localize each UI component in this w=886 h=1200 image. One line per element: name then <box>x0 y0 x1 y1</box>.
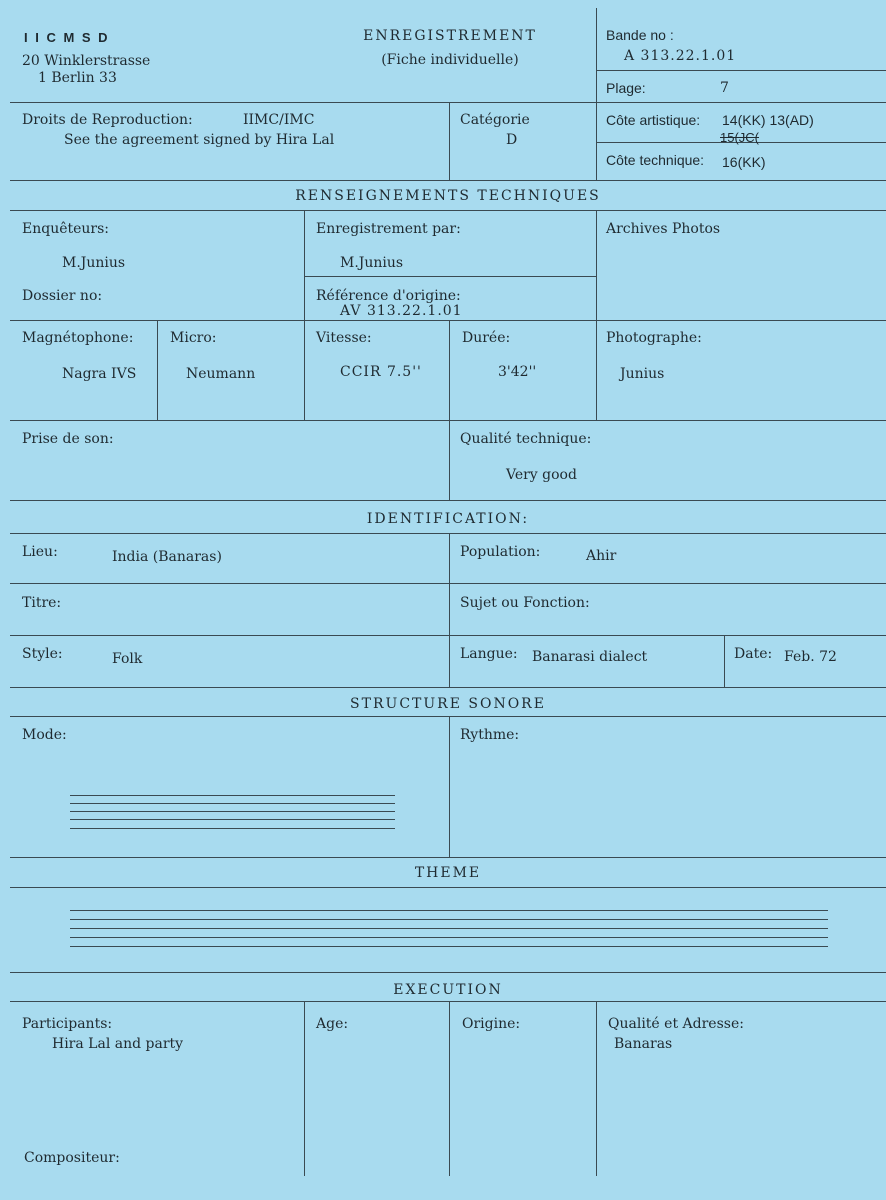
qualite-value: Very good <box>506 467 577 483</box>
rule <box>596 210 597 420</box>
staff-line <box>70 937 828 938</box>
section-title-technical: RENSEIGNEMENTS TECHNIQUES <box>295 188 601 204</box>
cote-technique-label: Côte technique: <box>606 152 705 168</box>
bande-value: A 313.22.1.01 <box>624 48 737 64</box>
cote-artistique-label: Côte artistique: <box>606 112 701 128</box>
section-title-structure: STRUCTURE SONORE <box>350 696 546 712</box>
lieu-value: India (Banaras) <box>112 549 222 565</box>
mode-label: Mode: <box>22 727 67 743</box>
rule <box>304 210 305 420</box>
rule <box>10 210 886 211</box>
plage-value: 7 <box>720 80 729 96</box>
rule <box>10 857 886 858</box>
org-city: 1 Berlin 33 <box>38 70 117 86</box>
rule <box>10 533 886 534</box>
sujet-label: Sujet ou Fonction: <box>460 595 590 611</box>
bande-label: Bande no : <box>606 27 674 43</box>
rule <box>449 320 450 420</box>
staff-line <box>70 811 395 812</box>
date-value: Feb. 72 <box>784 649 837 665</box>
enregistrement-par-value: M.Junius <box>340 255 404 271</box>
rule <box>10 420 886 421</box>
photographe-value: Junius <box>620 366 665 382</box>
rule <box>449 533 450 687</box>
staff-line <box>70 803 395 804</box>
qualite-label: Qualité technique: <box>460 431 592 447</box>
qualite-adresse-label: Qualité et Adresse: <box>608 1016 744 1032</box>
rule <box>10 687 886 688</box>
rights-value: IIMC/IMC <box>243 112 315 128</box>
style-value: Folk <box>112 651 143 667</box>
rights-label: Droits de Reproduction: <box>22 112 193 128</box>
titre-label: Titre: <box>22 595 62 611</box>
rights-note: See the agreement signed by Hira Lal <box>64 132 335 148</box>
enqueteurs-value: M.Junius <box>62 255 126 271</box>
staff-line <box>70 928 828 929</box>
section-title-identification: IDENTIFICATION: <box>366 511 530 527</box>
categorie-value: D <box>506 132 518 148</box>
participants-value: Hira Lal and party <box>52 1036 184 1052</box>
staff-line <box>70 919 828 920</box>
rule <box>10 887 886 888</box>
rule <box>10 583 886 584</box>
vitesse-value: CCIR 7.5'' <box>340 364 422 380</box>
rule <box>596 1001 597 1176</box>
section-title-execution: EXECUTION <box>393 982 503 998</box>
rule <box>10 716 886 717</box>
rule <box>10 180 886 181</box>
staff-line <box>70 828 395 829</box>
rule <box>157 320 158 420</box>
archives-label: Archives Photos <box>606 221 721 237</box>
duree-label: Durée: <box>462 330 511 346</box>
rule <box>10 500 886 501</box>
cote-artistique-value: 14(KK) 13(AD) <box>722 112 814 128</box>
reference-value: AV 313.22.1.01 <box>340 303 463 319</box>
style-label: Style: <box>22 646 63 662</box>
rule <box>10 972 886 973</box>
photographe-label: Photographe: <box>606 330 702 346</box>
rule <box>449 1001 450 1176</box>
langue-label: Langue: <box>460 646 518 662</box>
rythme-label: Rythme: <box>460 727 520 743</box>
rule <box>449 716 450 857</box>
age-label: Age: <box>316 1016 349 1032</box>
staff-line <box>70 819 395 820</box>
magnetophone-value: Nagra IVS <box>62 366 137 382</box>
langue-value: Banarasi dialect <box>532 649 648 665</box>
enregistrement-par-label: Enregistrement par: <box>316 221 461 237</box>
reference-label: Référence d'origine: <box>316 288 461 304</box>
lieu-label: Lieu: <box>22 544 58 560</box>
population-value: Ahir <box>586 548 617 564</box>
rule <box>304 276 596 277</box>
dossier-label: Dossier no: <box>22 288 103 304</box>
population-label: Population: <box>460 544 541 560</box>
plage-label: Plage: <box>606 80 646 96</box>
rule <box>10 1001 886 1002</box>
participants-label: Participants: <box>22 1016 113 1032</box>
prise-label: Prise de son: <box>22 431 114 447</box>
cote-artistique-extra: 15(JC( <box>720 130 760 145</box>
form-title: ENREGISTREMENT <box>363 28 537 44</box>
rule <box>10 102 886 103</box>
compositeur-label: Compositeur: <box>24 1150 120 1166</box>
magnetophone-label: Magnétophone: <box>22 330 134 346</box>
rule <box>10 320 886 321</box>
org-street: 20 Winklerstrasse <box>22 53 151 69</box>
categorie-label: Catégorie <box>460 112 530 128</box>
rule <box>10 635 886 636</box>
org-name: I I C M S D <box>24 30 110 45</box>
staff-line <box>70 910 828 911</box>
rule <box>449 420 450 500</box>
rule <box>596 70 886 71</box>
qualite-adresse-value: Banaras <box>614 1036 673 1052</box>
staff-line <box>70 795 395 796</box>
micro-label: Micro: <box>170 330 217 346</box>
rule <box>724 635 725 687</box>
cote-technique-value: 16(KK) <box>722 154 766 170</box>
enqueteurs-label: Enquêteurs: <box>22 221 110 237</box>
vitesse-label: Vitesse: <box>316 330 372 346</box>
duree-value: 3'42'' <box>498 364 537 380</box>
form-subtitle: (Fiche individuelle) <box>381 52 519 68</box>
staff-line <box>70 946 828 947</box>
origine-label: Origine: <box>462 1016 521 1032</box>
section-title-theme: THEME <box>414 865 482 881</box>
rule <box>596 8 597 180</box>
rule <box>304 1001 305 1176</box>
rule <box>449 102 450 180</box>
date-label: Date: <box>734 646 773 662</box>
micro-value: Neumann <box>186 366 256 382</box>
